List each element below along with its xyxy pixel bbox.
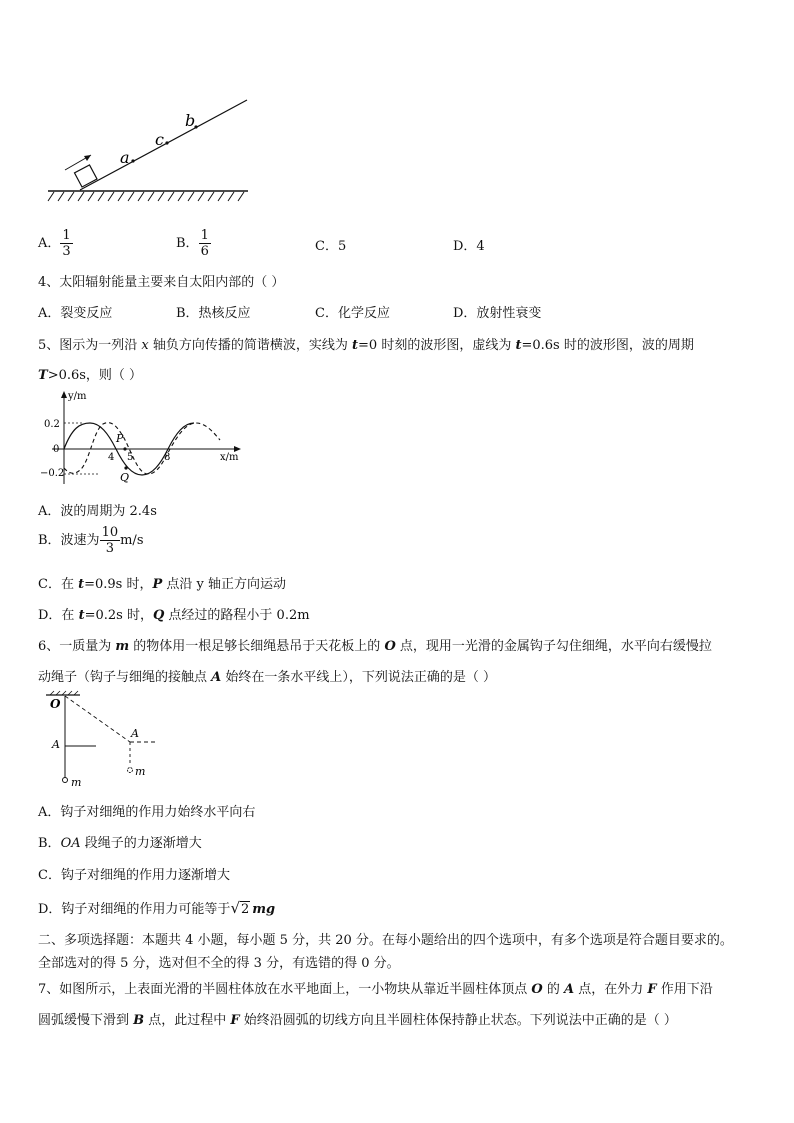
ytick-neg0.2: −0.2 bbox=[40, 468, 65, 479]
ytick-0.2: 0.2 bbox=[44, 419, 60, 430]
hook-label-m-left: m bbox=[71, 776, 82, 789]
q5-option-d[interactable]: D．在 t=0.2s 时，Q 点经过的路程小于 0.2m bbox=[38, 608, 310, 623]
hook-label-m-right: m bbox=[135, 765, 146, 778]
label-c: c bbox=[155, 130, 164, 149]
xtick-4: 4 bbox=[108, 452, 115, 463]
q6-stem-line1: 6、一质量为 m 的物体用一根足够长细绳悬吊于天花板上的 O 点，现用一光滑的金属钩子勾住细绳，水平向右缓慢拉 bbox=[38, 639, 712, 654]
q6-option-c[interactable]: C．钩子对细绳的作用力逐渐增大 bbox=[38, 868, 230, 883]
hook-figure bbox=[38, 690, 168, 790]
wave-label-q: Q bbox=[120, 471, 130, 484]
q6-option-a[interactable]: A．钩子对细绳的作用力始终水平向右 bbox=[38, 805, 256, 820]
wave-figure bbox=[38, 388, 248, 488]
q4-option-d[interactable]: D．放射性衰变 bbox=[453, 306, 542, 321]
wave-dashed bbox=[64, 423, 220, 474]
q6-stem-line2: 动绳子（钩子与细绳的接触点 A 始终在一条水平线上），下列说法正确的是（ ） bbox=[38, 670, 496, 685]
wave-label-p: P bbox=[116, 432, 124, 445]
ytick-0: 0 bbox=[53, 444, 60, 455]
q6-option-b[interactable]: B．OA 段绳子的力逐渐增大 bbox=[38, 836, 202, 851]
xtick-5: 5 bbox=[127, 452, 134, 463]
hook-label-a-left: A bbox=[52, 738, 60, 751]
q7-line2: 圆弧缓慢下滑到 B 点，此过程中 F 始终沿圆弧的切线方向且半圆柱体保持静止状态。下列说法中正确的是（ ） bbox=[38, 1013, 677, 1028]
q3-option-b[interactable]: B． $\frac{1}{6}$ bbox=[176, 228, 209, 259]
label-b: b bbox=[185, 111, 196, 130]
sqrt-symbol: √ bbox=[230, 899, 240, 917]
hook-label-o: O bbox=[50, 697, 61, 711]
label-a: a bbox=[120, 148, 130, 167]
hook-label-a-right: A bbox=[131, 727, 139, 740]
block bbox=[74, 165, 97, 187]
q5-option-a[interactable]: A．波的周期为 2.4s bbox=[38, 504, 157, 519]
q5-option-c[interactable]: C．在 t=0.9s 时，P 点沿 y 轴正方向运动 bbox=[38, 577, 287, 592]
incline-figure bbox=[40, 95, 255, 205]
section2-line2: 全部选对的得 5 分，选对但不全的得 3 分，有选错的得 0 分。 bbox=[38, 956, 400, 971]
section2-line1: 二、多项选择题：本题共 4 小题，每小题 5 分，共 20 分。在每小题给出的四个选项中，有多个选项是符合题目要求的。 bbox=[38, 933, 733, 948]
q7-line1: 7、如图所示，上表面光滑的半圆柱体放在水平地面上，一小物块从靠近半圆柱体顶点 O 的 A 点，在外力 F 作用下沿 bbox=[38, 982, 713, 997]
q4-option-a[interactable]: A．裂变反应 bbox=[38, 306, 113, 321]
q4-option-b[interactable]: B．热核反应 bbox=[176, 306, 251, 321]
wave-ylabel: y/m bbox=[68, 391, 87, 402]
q5-stem-line2: T>0.6s，则（ ） bbox=[38, 368, 143, 383]
wave-xlabel: x/m bbox=[220, 452, 239, 463]
q5-option-b[interactable]: B．波速为 $\frac{10}{3}$ m/s bbox=[38, 525, 144, 556]
q3-option-d[interactable]: D．4 bbox=[453, 239, 485, 254]
q4-option-c[interactable]: C．化学反应 bbox=[315, 306, 390, 321]
q6-option-d[interactable]: D．钩子对细绳的作用力可能等于√2 mg bbox=[38, 899, 276, 917]
xtick-8: 8 bbox=[164, 452, 171, 463]
q3-option-a[interactable]: A． $\frac{1}{3}$ bbox=[38, 228, 71, 259]
q3-option-c[interactable]: C．5 bbox=[315, 239, 347, 254]
rope-dashed-slant bbox=[65, 696, 130, 742]
q4-stem: 4、太阳辐射能量主要来自太阳内部的（ ） bbox=[38, 275, 285, 290]
q5-stem-line1: 5、图示为一列沿 x 轴负方向传播的简谐横波，实线为 t=0 时刻的波形图，虚线为 t=0.6s 时的波形图，波的周期 bbox=[38, 338, 694, 353]
